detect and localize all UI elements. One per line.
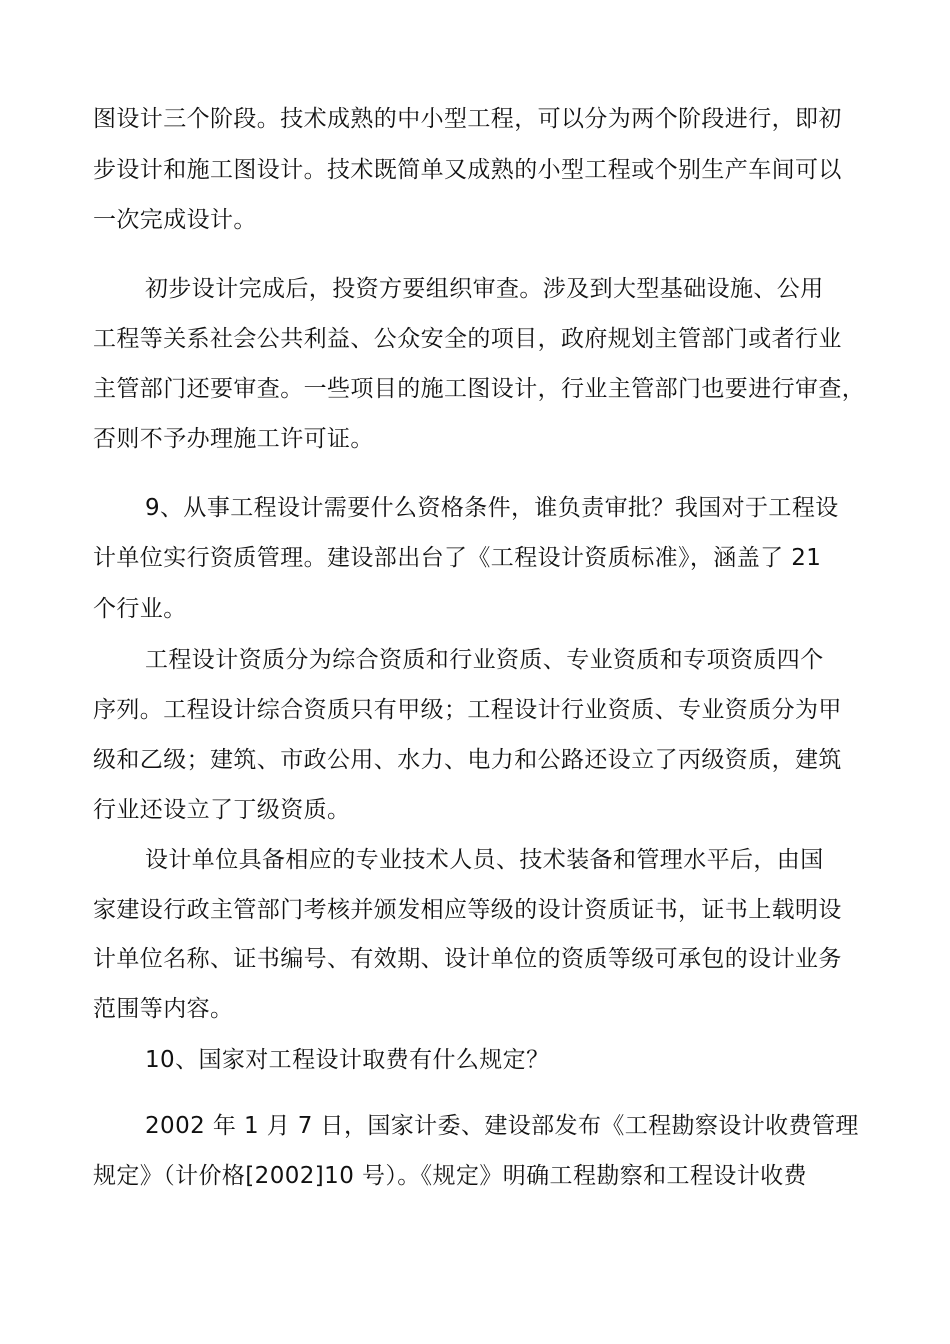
paragraph-1-line-2: 步设计和施工图设计。技术既简单又成熟的小型工程或个别生产车间可以 — [93, 157, 842, 183]
paragraph-6-line-1: 10、国家对工程设计取费有什么规定？ — [145, 1047, 550, 1073]
paragraph-3-line-3: 个行业。 — [93, 596, 187, 622]
paragraph-3-line-1: 9、从事工程设计需要什么资格条件，谁负责审批？我国对于工程设 — [145, 495, 839, 521]
paragraph-3-line-2: 计单位实行资质管理。建设部出台了《工程设计资质标准》，涵盖了 21 — [93, 545, 822, 571]
paragraph-4-line-4: 行业还设立了丁级资质。 — [93, 797, 351, 823]
paragraph-5-line-4: 范围等内容。 — [93, 996, 234, 1022]
paragraph-4-line-3: 级和乙级；建筑、市政公用、水力、电力和公路还设立了丙级资质，建筑 — [93, 747, 842, 773]
paragraph-2-line-1: 初步设计完成后，投资方要组织审查。涉及到大型基础设施、公用 — [145, 276, 824, 302]
paragraph-2-line-4: 否则不予办理施工许可证。 — [93, 426, 374, 452]
paragraph-5-line-2: 家建设行政主管部门考核并颁发相应等级的设计资质证书，证书上载明设 — [93, 897, 842, 923]
paragraph-1-line-3: 一次完成设计。 — [93, 207, 257, 233]
paragraph-2-line-2: 工程等关系社会公共利益、公众安全的项目，政府规划主管部门或者行业 — [93, 326, 842, 352]
paragraph-4-line-1: 工程设计资质分为综合资质和行业资质、专业资质和专项资质四个 — [145, 647, 824, 673]
paragraph-1-line-1: 图设计三个阶段。技术成熟的中小型工程，可以分为两个阶段进行，即初 — [93, 106, 842, 132]
paragraph-7-line-2: 规定》（计价格[2002]10 号）。《规定》明确工程勘察和工程设计收费 — [93, 1163, 807, 1189]
paragraph-5-line-3: 计单位名称、证书编号、有效期、设计单位的资质等级可承包的设计业务 — [93, 946, 842, 972]
paragraph-7-line-1: 2002 年 1 月 7 日，国家计委、建设部发布《工程勘察设计收费管理 — [145, 1113, 859, 1139]
paragraph-5-line-1: 设计单位具备相应的专业技术人员、技术装备和管理水平后，由国 — [145, 847, 824, 873]
paragraph-4-line-2: 序列。工程设计综合资质只有甲级；工程设计行业资质、专业资质分为甲 — [93, 697, 842, 723]
paragraph-2-line-3: 主管部门还要审查。一些项目的施工图设计，行业主管部门也要进行审查， — [93, 376, 866, 402]
